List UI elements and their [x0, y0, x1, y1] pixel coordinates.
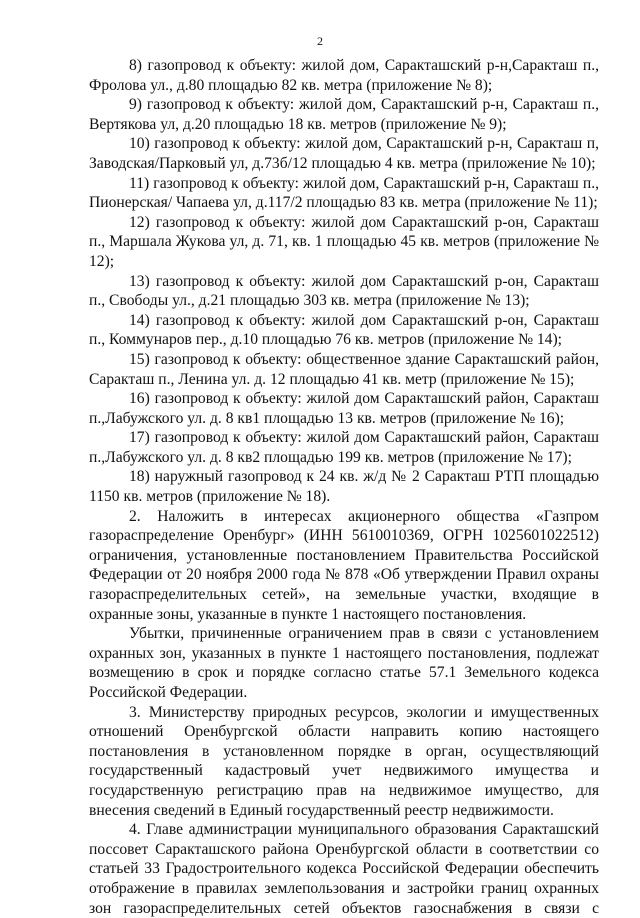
paragraph-damages: Убытки, причиненные ограничением прав в связи с установлением охранных зон, указанных в пункте 1 настоящего постановления, подлежат возмещению в срок и порядке согласно статье 57.1 Земельного кодекса Российской Федерации.	[89, 625, 599, 701]
paragraph-item-18: 18) наружный газопровод к 24 кв. ж/д № 2 Саракташ РТП площадью 1150 кв. метров (приложение № 18).	[89, 468, 599, 506]
paragraph-section-2: 2. Наложить в интересах акционерного общества «Газпром газораспределение Оренбург» (ИНН 5610010369, ОГРН 1025601022512) ограничения, установленные постановлением Правительства Российской Федерации от 20 ноября 2000 года № 878 «Об утверждении Правил охраны газораспределительных сетей», на земельные участки, входящие в охранные зоны, указанные в пункте 1 настоящего постановления.	[89, 507, 599, 623]
page-number: 2	[317, 34, 323, 48]
paragraph-item-9: 9) газопровод к объекту: жилой дом, Саракташский р-н, Саракташ п., Вертякова ул, д.20 площадью 18 кв. метров (приложение № 9);	[89, 96, 599, 133]
paragraph-item-14: 14) газопровод к объекту: жилой дом Саракташский р-он, Саракташ п., Коммунаров пер., д.10 площадью 76 кв. метров (приложение № 14);	[89, 311, 599, 349]
paragraph-item-11: 11) газопровод к объекту: жилой дом, Саракташский р-н, Саракташ п., Пионерская/ Чапаева ул, д.117/2 площадью 83 кв. метра (приложение № 11);	[89, 174, 599, 212]
paragraph-item-8: 8) газопровод к объекту: жилой дом, Саракташский р-н,Саракташ п., Фролова ул., д.80 площадью 82 кв. метра (приложение № 8);	[89, 57, 599, 94]
paragraph-item-15: 15) газопровод к объекту: общественное здание Саракташский район, Саракташ п., Ленина ул. д. 12 площадью 41 кв. метр (приложение № 15);	[89, 350, 599, 388]
document-body	[89, 56, 599, 918]
paragraph-item-13: 13) газопровод к объекту: жилой дом Саракташский р-он, Саракташ п., Свободы ул., д.21 площадью 303 кв. метра (приложение № 13);	[89, 272, 599, 310]
paragraph-section-4: 4. Главе администрации муниципального образования Саракташский поссовет Саракташского района Оренбургской области в соответствии со статьей 33 Градостроительного кодекса Российской Федерации обеспечить отображение в правилах землепользования и застройки границ охранных зон газораспределительных сетей объектов газоснабжения в связи с	[89, 821, 599, 917]
paragraph-item-12: 12) газопровод к объекту: жилой дом Саракташский р-он, Саракташ п., Маршала Жукова ул, д. 71, кв. 1 площадью 45 кв. метров (приложение № 12);	[89, 213, 599, 270]
paragraph-item-10: 10) газопровод к объекту: жилой дом, Саракташский р-н, Саракташ п, Заводская/Парковый ул, д.73б/12 площадью 4 кв. метра (приложение № 10);	[89, 135, 599, 172]
paragraph-item-16: 16) газопровод к объекту: жилой дом Саракташский район, Саракташ п.,Лабужского ул. д. 8 кв1 площадью 13 кв. метров (приложение № 16);	[89, 390, 599, 427]
paragraph-section-3: 3. Министерству природных ресурсов, экологии и имущественных отношений Оренбургской области направить копию настоящего постановления в установленном порядке в орган, осуществляющий государственный кадастровый учет недвижимого имущества и государственную регистрацию прав на недвижимое имущество, для внесения сведений в Единый государственный реестр недвижимости.	[89, 703, 599, 819]
paragraph-item-17: 17) газопровод к объекту: жилой дом Саракташский район, Саракташ п.,Лабужского ул. д. 8 кв2 площадью 199 кв. метров (приложение № 17);	[89, 429, 599, 466]
